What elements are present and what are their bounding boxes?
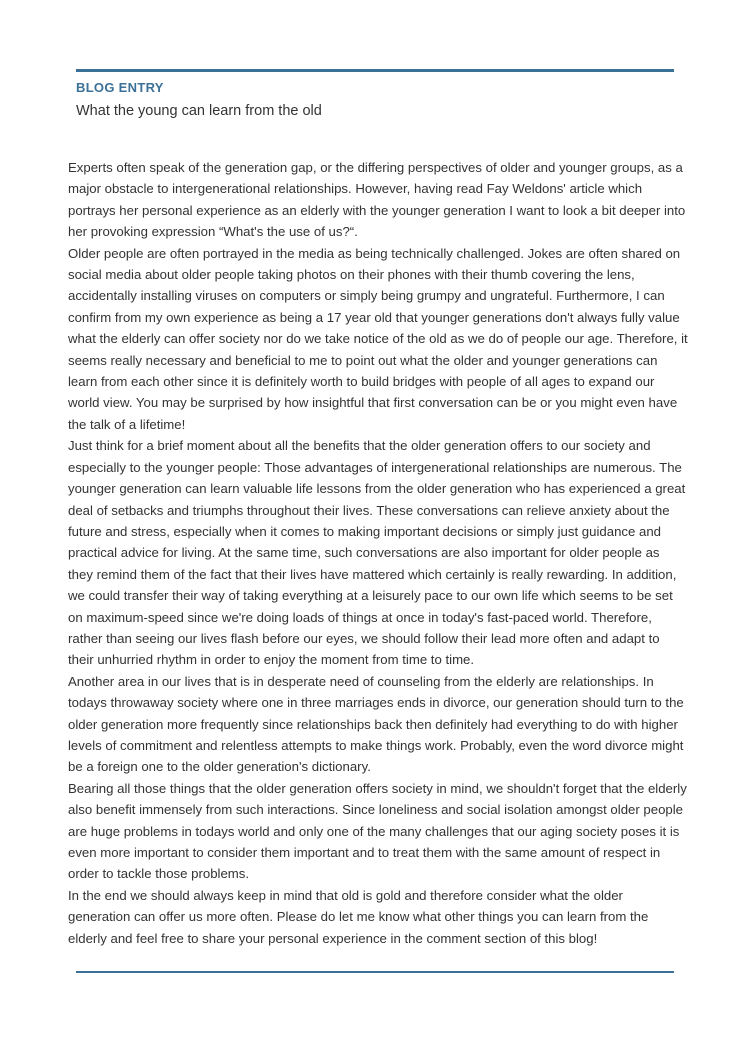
paragraph-benefits: Just think for a brief moment about all the benefits that the older generation offers to our society and especially to the younger people: Those advantages of intergenerational relationships are numerous. The younger generation can learn valuable life lessons from the older generation who has experienced a great deal of setbacks and triumphs throughout their lives. These conversations can relieve anxiety about the future and stress, especially when it comes to making important decisions or simply just guidance and practical advice for living. At the same time, such conversations are also important for older people as they remind them of the fact that their lives have mattered which certainly is really rewarding. In addition, we could transfer their way of taking everything at a leisurely pace to our own life which seems to be set on maximum-speed since we're doing loads of things at once in today's fast-paced world. Therefore, rather than seeing our lives flash before our eyes, we should follow their lead more often and adapt to their unhurried rhythm in order to enjoy the moment from time to time. xyxy=(68,438,686,668)
blog-body xyxy=(68,157,688,949)
page-title: What the young can learn from the old xyxy=(76,103,322,119)
paragraph-mutual-benefit: Bearing all those things that the older generation offers society in mind, we shouldn't forget that the elderly also benefit immensely from such interactions. Since loneliness and social isolation amongst older people are huge problems in todays world and only one of the many challenges that our aging society poses it is even more important to consider them important and to treat them with the same amount of respect in order to tackle those problems. xyxy=(68,780,687,882)
blog-entry-label: BLOG ENTRY xyxy=(76,80,164,95)
header-top-rule xyxy=(76,69,674,72)
paragraph-relationships: Another area in our lives that is in desperate need of counseling from the elderly are relationships. In todays throwaway society where one in three marriages ends in divorce, our generation should turn to the older generation more frequently since relationships back then definitely had everything to do with higher levels of commitment and relentless attempts to make things work. Probably, even the word divorce might be a foreign one to the older generation's dictionary. xyxy=(68,673,684,775)
footer-rule xyxy=(76,971,674,973)
paragraph-conclusion: In the end we should always keep in mind that old is gold and therefore consider what the older generation can offer us more often. Please do let me know what other things you can learn from the elderly and feel free to share your personal experience in the comment section of this blog! xyxy=(68,887,649,946)
paragraph-perception: Older people are often portrayed in the media as being technically challenged. Jokes are often shared on social media about older people taking photos on their phones with their thumb covering the lens, accidentally installing viruses on computers or simply being grumpy and ungrateful. Furthermore, I can confirm from my own experience as being a 17 year old that younger generations don't always fully value what the elderly can offer society nor do we take notice of the old as we do of people our age. Therefore, it seems really necessary and beneficial to me to point out what the older and younger generations can learn from each other since it is definitely worth to build bridges with people of all ages to expand our world view. You may be surprised by how insightful that first conversation can be or you might even have the talk of a lifetime! xyxy=(68,245,688,432)
paragraph-intro: Experts often speak of the generation gap, or the differing perspectives of older and younger groups, as a major obstacle to intergenerational relationships. However, having read Fay Weldons' article which portrays her personal experience as an elderly with the younger generation I want to look a bit deeper into her provoking expression “What's the use of us?“. xyxy=(68,160,686,240)
